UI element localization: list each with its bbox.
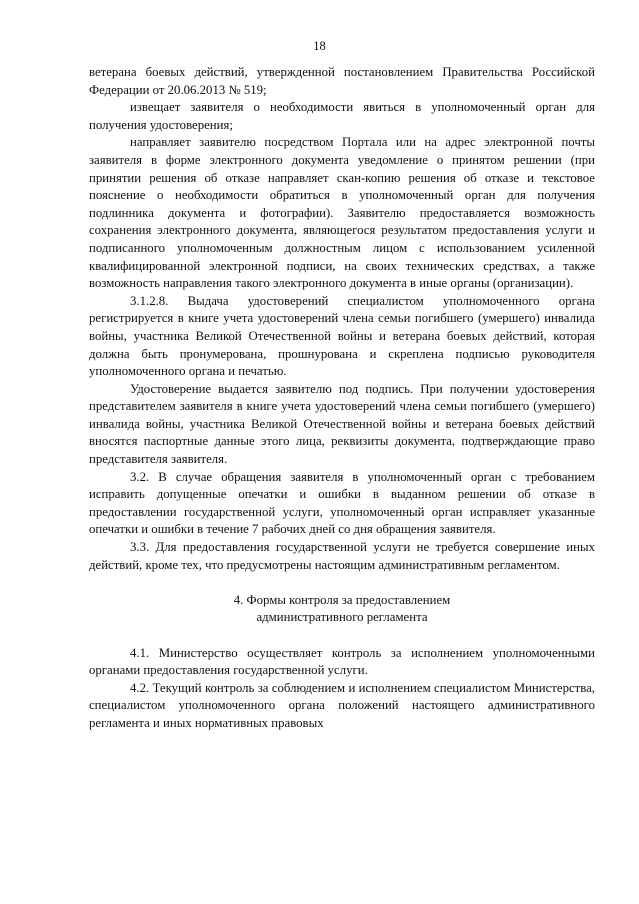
paragraph: направляет заявителю посредством Портала или на адрес электронной почты заявителя в форме электронного документа уведомление о принятом решении (при принятии решения об отказе направляет скан-копию решения об отказе и текстовое пояснение о необходимости обратиться в уполномоченный орган для получения подлинника документа и фотографии). Заявителю предоставляется возможность сохранения электронного документа, являющегося результатом предоставления услуги и подписанного уполномоченным должностным лицом с использованием усиленной квалифицированной электронной подписи, на своих технических средствах, а также возможность направления такого электронного документа в иные органы (организации).: [89, 135, 595, 291]
spacer: [89, 627, 595, 645]
page-number: 18: [313, 39, 326, 53]
paragraph: 4.1. Министерство осуществляет контроль за исполнением уполномоченными органами предоставления государственной услуги.: [89, 645, 595, 678]
paragraph: 3.1.2.8. Выдача удостоверений специалистом уполномоченного органа регистрируется в книге учета удостоверений члена семьи погибшего (умершего) инвалида войны, участника Великой Отечественной войны и ветерана боевых действий, которая должна быть пронумерована, прошнурована и скреплена подписью руководителя уполномоченного органа и печатью.: [89, 293, 595, 379]
document-body: [89, 64, 595, 733]
section-heading-line: 4. Формы контроля за предоставлением: [233, 592, 451, 607]
spacer: [89, 574, 595, 592]
section-heading-line: административного регламента: [256, 610, 428, 625]
paragraph: извещает заявителя о необходимости явиться в уполномоченный орган для получения удостоверения;: [89, 100, 595, 132]
paragraph: ветерана боевых действий, утвержденной постановлением Правительства Российской Федерации от 20.06.2013 № 519;: [89, 65, 595, 97]
paragraph: 4.2. Текущий контроль за соблюдением и исполнением специалистом Министерства, специалистом уполномоченного органа положений настоящего административного регламента и иных нормативных правовых: [89, 680, 595, 730]
paragraph: 3.3. Для предоставления государственной услуги не требуется совершение иных действий, кроме тех, что предусмотрены настоящим административным регламентом.: [89, 540, 595, 572]
paragraph: Удостоверение выдается заявителю под подпись. При получении удостоверения представителем заявителя в книге учета удостоверений члена семьи погибшего (умершего) инвалида войны, участника Великой Отечественной войны и ветерана боевых действий вносятся паспортные данные этого лица, реквизиты документа, подтверждающие право представителя заявителя.: [89, 381, 595, 467]
paragraph: 3.2. В случае обращения заявителя в уполномоченный орган с требованием исправить допущенные опечатки и ошибки в выданном решении об отказе в предоставлении государственной услуги, уполномоченный орган исправляет указанные опечатки и ошибки в течение 7 рабочих дней со дня обращения заявителя.: [89, 469, 595, 537]
